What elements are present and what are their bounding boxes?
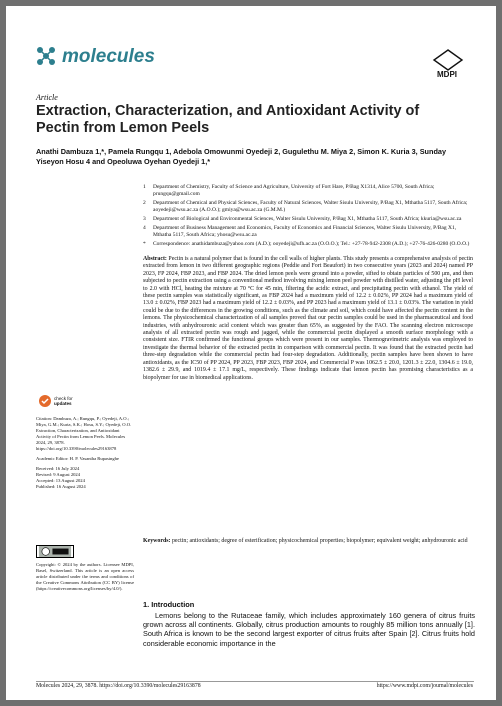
received-date: Received: 16 July 2024: [36, 466, 80, 471]
affiliation-text: Department of Business Management and Economics, Faculty of Economics and Financial Sciences, Walter Sisulu University, P/Bag X1, Mthatha 5117, South Africa; yhosu@wsu.ac.za: [153, 224, 457, 239]
affiliation-number: 1: [143, 184, 146, 190]
author-list: Anathi Dambuza 1,*, Pamela Rungqu 1, Adebola Omowunmi Oyedeji 2, Gugulethu M. Miya 2, Simon K. Kuria 3, Sunday Yiseyon Hosu 4 and Opeoluwa Oyehan Oyedeji 1,*: [36, 147, 447, 166]
affiliation-text: Correspondence: anathidambuza@yahoo.com (A.D.); ooyedeji@ufh.ac.za (O.O.O.); Tel.: +27-78-942-2308 (A.D.); +27-76-426-0280 (O.O.O.): [153, 241, 470, 248]
section-heading-introduction: 1. Introduction: [143, 600, 195, 609]
affiliation-text: Department of Biological and Environmental Sciences, Walter Sisulu University, P/Bag X1, Mthatha 5117, South Africa; kkuria@wsu.ac.za: [153, 216, 462, 223]
affiliation-row: [143, 216, 473, 223]
affiliation-number: 4: [143, 224, 146, 231]
creative-commons-license-icon[interactable]: [36, 545, 74, 558]
affiliation-number: *: [143, 241, 146, 248]
check-updates-icon: [38, 394, 52, 408]
affiliation-number: 2: [143, 200, 146, 207]
citation: Citation: Dambuza, A.; Rungqu, P.; Oyedeji, A.O.; Miya, G.M.; Kuria, S.K.; Hosu, S.Y.; Oyedeji, O.O. Extraction, Characterization, and Antioxidant Activity of Pectin from Lemon Peels. Molecules 2024, 29, 3878. https://doi.org/10.3390/molecules29163878: [36, 416, 132, 451]
paper-page: [6, 6, 496, 700]
published-date: Published: 16 August 2024: [36, 484, 86, 489]
footer-citation-link[interactable]: Molecules 2024, 29, 3878. https://doi.org/10.3390/molecules29163878: [36, 683, 201, 689]
footer-journal-link[interactable]: https://www.mdpi.com/journal/molecules: [376, 683, 473, 689]
article-title: Extraction, Characterization, and Antioxidant Activity of Pectin from Lemon Peels: [36, 103, 420, 136]
keywords-label: Keywords:: [143, 538, 171, 544]
publisher-name: MDPI: [437, 70, 457, 79]
keywords: [143, 538, 473, 545]
affiliation-row: [143, 184, 473, 199]
check-updates-label: check for updates: [54, 396, 73, 406]
introduction-text: Lemons belong to the Rutaceae family, which includes approximately 160 genera of citrus fruits grown across all continents. Globally, citrus production amounts to roughly 85 million tons annually [1]. South Africa is known to be the second largest exporter of citrus fruits after Spain [2]. Citrus fruits hold considerable economic importance in the: [143, 611, 475, 648]
abstract-label: Abstract:: [143, 256, 167, 262]
abstract-text: Pectin is a natural polymer that is found in the cell walls of higher plants. This study presents a comprehensive analysis of pectin extracted from lemon in two different geographic regions (Peddie and Fort Beaufort) in two consecutive years (2023 and 2024) named PP 2023, FP 2024, FBP 2023, and FBP 2024. The dried lemon peels were ground into a powder, sifted to obtain particles of 500 μm, and then subjected to pectin extraction using a conventional method involving mixing lemon peel powder with distilled water, adjusting the pH level to 2.0 with HCl, heating the mixture at 70 °C for 45 min, filtering the acidic extract, and precipitating pectin with ethanol. The yield of these pectin samples was statistically significant, as FBP 2024 had a maximum yield of 12.2 ± 0.02%, PP 2024 had a maximum yield of 13.0 ± 0.02%, FBP 2023 had a maximum yield of 12.2 ± 0.03%, and PP 2023 had a maximum yield of 13.1 ± 0.03%. The variation in yield could be due to the differences in the growing conditions, such as the climate and soil, which could have affected the pectin content in the lemons. The physicochemical characterization of all samples proved that our pectin samples could be used in the pharmaceutical and food industries, with anhydrouronic acid content which was greater than 65%, as suggested by the FAO. The scanning electron microscope analysis of all extracted pectin was rough and jagged, while the commercial pectin displayed a smooth surface morphology with a consistent size. FTIR confirmed the functional groups which were present in our samples. Thermogravimetric analysis was employed to investigate the thermal behavior of the extracted pectin in comparison with commercial pectin. It was found that the extracted pectin had three-step degradation while the commercial pectin had four-step degradation. Additionally, pectin samples have been shown to have antioxidants, as the IC50 of PP 2024, PP 2023, FBP 2023, FBP 2024, and Commercial P was 1062.5 ± 20.0, 1201.3 ± 22.0, 1304.6 ± 19.0, 1382.6 ± 29.9, and 1019.4 ± 17.1 mg/L, respectively. These findings indicate that lemon pectin has promising characteristics as a biopolymer for use in biomedical applications.: [143, 256, 473, 381]
accepted-date: Accepted: 13 August 2024: [36, 478, 85, 483]
journal-name: molecules: [62, 46, 155, 67]
affiliation-text: Department of Chemical and Physical Sciences, Faculty of Natural Sciences, Walter Sisulu University, P/Bag X1, Mthatha 5117, South Africa; aoyedeji@wsu.ac.za (A.O.O.); gmiya@wsu.ac.za (G.M.M.): [153, 200, 468, 214]
revised-date: Revised: 9 August 2024: [36, 472, 81, 477]
copyright-notice: Copyright: © 2024 by the authors. Licensee MDPI, Basel, Switzerland. This article is an open access article distributed under the terms and conditions of the Creative Commons Attribution (CC BY) license (https://creativecommons.org/licenses/by/4.0/).: [36, 562, 134, 592]
affiliations: [143, 184, 473, 250]
affiliation-row: [143, 225, 473, 240]
academic-editor: Academic Editor: H. P. Vasantha Rupasinghe: [36, 456, 119, 461]
keywords-text: pectin; antioxidants; degree of esterification; physicochemical properties; biopolymer; equivalent weight; anhydrouronic acid: [171, 538, 468, 544]
publication-sidebar: [36, 416, 134, 494]
abstract: [143, 256, 473, 382]
affiliation-row: [143, 200, 473, 215]
footer-divider: [36, 681, 474, 682]
affiliation-number: 3: [143, 216, 146, 223]
article-type: Article: [36, 93, 58, 102]
molecules-logo-icon: [34, 44, 58, 68]
correspondence-row: [143, 241, 473, 248]
affiliation-text: Department of Chemistry, Faculty of Science and Agriculture, University of Fort Hare, P/Bag X1314, Alice 5700, South Africa; prungqu@gmail.com: [153, 184, 435, 198]
